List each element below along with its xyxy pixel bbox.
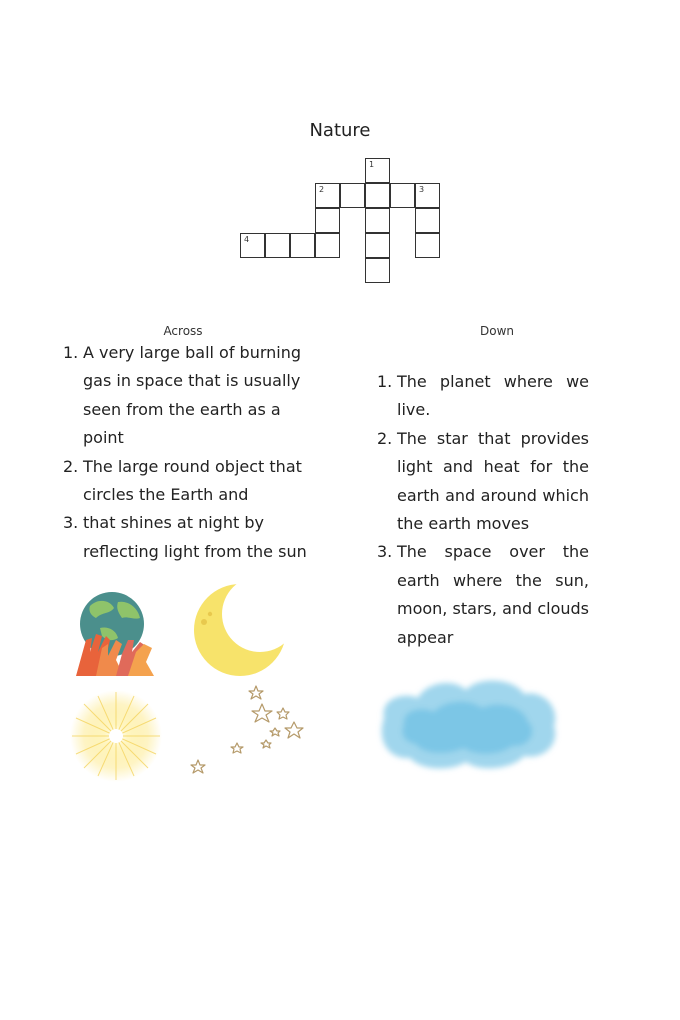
page-title: Nature [309,120,371,141]
clue-number: 2 [319,185,325,194]
clue-text: The planet where we live. [397,372,589,420]
stars-icon [186,682,310,778]
grid-cell[interactable] [365,233,390,258]
clue-number: 2. [63,456,79,476]
down-clue [377,425,589,539]
grid-cell[interactable] [415,183,440,208]
moon-icon [190,578,292,680]
grid-cell[interactable] [290,233,315,258]
clue-text: A very large ball of burning gas in space that is usually seen from the earth as a point [83,343,302,448]
clue-number: 3. [377,542,393,562]
across-heading: Across [163,324,203,338]
clue-number: 4 [244,235,250,244]
grid-cell[interactable] [390,183,415,208]
clue-number: 3 [419,185,425,194]
grid-cell[interactable] [365,158,390,183]
grid-cell[interactable] [415,233,440,258]
sun-icon [68,688,164,784]
grid-cell[interactable] [315,233,340,258]
clue-number: 1 [369,160,375,169]
down-clue [377,368,589,425]
grid-cell[interactable] [315,208,340,233]
clue-number: 2. [377,428,393,448]
grid-cell[interactable] [365,183,390,208]
cloud-icon [374,668,564,778]
clue-number: 1. [63,343,79,362]
clue-text: The space over the earth where the sun, moon, stars, and clouds appear [397,542,589,647]
clue-number: 1. [377,372,393,391]
grid-cell[interactable] [265,233,290,258]
grid-cell[interactable] [365,258,390,283]
across-clue-list [63,339,318,566]
clue-text: The star that provides light and heat for the earth and around which the earth moves [397,428,589,534]
down-heading: Down [479,324,514,338]
grid-cell[interactable] [365,208,390,233]
clue-text: that shines at night by reflecting light from the sun [83,513,307,561]
across-clue [63,453,318,510]
down-clue [377,538,589,652]
clue-text: The large round object that circles the Earth and [83,456,302,505]
earth-hands-icon [66,590,160,680]
down-clue-list [377,368,589,652]
across-clue [63,339,318,453]
clue-number: 3. [63,513,79,533]
grid-cell[interactable] [415,208,440,233]
grid-cell[interactable] [315,183,340,208]
grid-cell[interactable] [240,233,265,258]
across-clue [63,509,318,566]
grid-cell[interactable] [340,183,365,208]
